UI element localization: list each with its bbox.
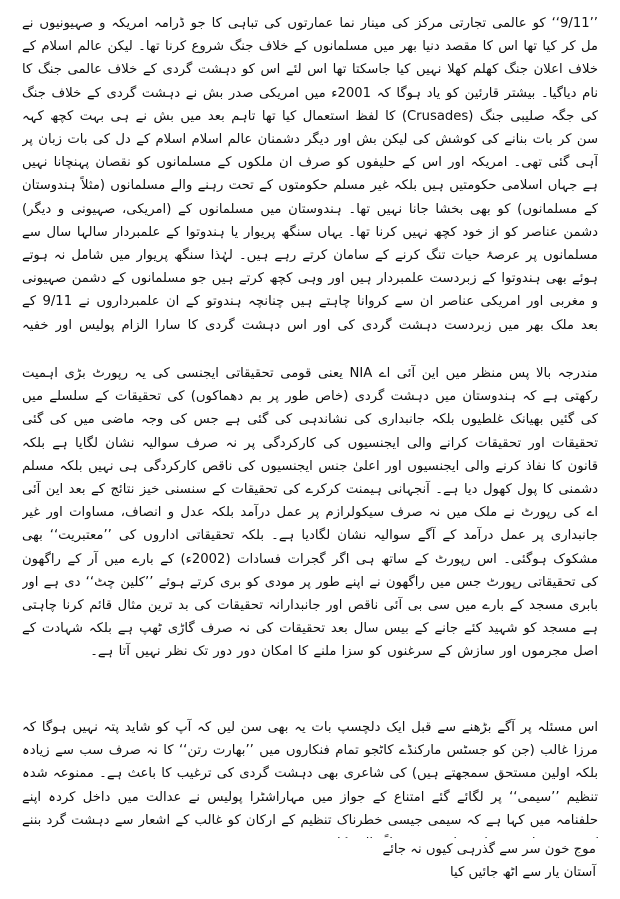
ghalib-verse: [22, 838, 598, 884]
verse-line-1: موج خون سر سے گذرہی کیوں نہ جائے: [382, 842, 596, 857]
article-paragraph-2: مندرجہ بالا پس منظر میں این آئی اے NIA یعنی قومی تحقیقاتی ایجنسی کی یہ رپورٹ بڑی اہمیت رکھتی ہے کہ ہندوستان میں دہشت گردی (خاص طور پر بم دھماکوں) کی تحقیقات کے سلسلے میں کی گئیں بھیانک غلطیوں بلکہ جانبداری کی نشاندہی کی گئی ہے جس کی وجہ ماضی میں کی گئی تحقیقات اور تحقیقات کرانے والی ایجنسیوں کی کارکردگی پر نہ صرف سوالیہ نشان لگایا ہے بلکہ قانون کا نفاذ کرنے والی ایجنسیوں اور اعلیٰ جنس ایجنسیوں کی ناقص کارکردگی ہی نہیں بلکہ مسلم دشمنی کا پول کھول دیا ہے۔ آنجہانی ہیمنت کرکرے کی تحقیقات کے سنسنی خیز نتائج کے بعد این آئی اے کی رپورٹ نے ملک میں نہ صرف سیکولرازم پر عمل درآمد بلکہ عدل و انصاف، مساوات اور غیر جانبداری پر عمل درآمد کے آگے سوالیہ نشان لگادیا ہے۔ بلکہ تحقیقاتی اداروں کی ’’معتبریت‘‘ بھی مشکوک ہوگئی۔ اس رپورٹ کے ساتھ ہی اگر گجرات فسادات (2002ء) کے بارے میں آر کے راگھون کی تحقیقاتی رپورٹ جس میں راگھون نے اپنے طور پر مودی کو بری کرتے ہوئے ’’کلین چٹ‘‘ دی ہے اور بابری مسجد کے بارے میں سی بی آئی ناقص اور جانبدارانہ تحقیقات کی بد ترین مثال قائم کرنا چاہتی ہے مسجد کو شہید کئے جانے کے بیس سال بعد تحقیقات کی نہ صرف گاڑی ٹھپ ہے بلکہ شہادت کے اصل مجرموں اور سازش کے سرغنوں کو سزا ملنے کا امکان دور دور تک نظر نہیں آتا ہے۔: [22, 366, 598, 660]
article-paragraph-3: اس مسئلہ پر آگے بڑھنے سے قبل ایک دلچسپ بات یہ بھی سن لیں کہ آپ کو شاید پتہ نہیں ہوگا کہ مرزا غالب (جن کو جسٹس مارکنڈے کاٹجو تمام فنکاروں میں ’’بھارت رتن‘‘ کا نہ صرف سب سے زیادہ بلکہ اولین مستحق سمجھتے ہیں) کی شاعری بھی دہشت گردی کی ترغیب کا باعث ہے۔ ممنوعہ شدہ تنظیم ’’سیمی‘‘ پر لگائے گئے امتناع کے جواز میں مہاراشٹرا پولیس نے عدالت میں داخل کردہ اپنے حلفنامہ میں کہا ہے کہ سیمی جیسی خطرناک تنظیم کے ارکان کو غالب کے اشعار سے دہشت گرد بننے: [22, 720, 598, 828]
verse-line-2: آستان یار سے اٹھ جائیں کیا: [450, 865, 596, 880]
article-paragraph-1: ’’9/11‘‘ کو عالمی تجارتی مرکز کی مینار نما عمارتوں کی تباہی کا جو ڈرامہ امریکہ و صہیونیوں نے مل کر کیا تھا اس کا مقصد دنیا بھر میں مسلمانوں کے خلاف جنگ شروع کرنا تھا۔ لیکن عالم اسلام کے خلاف اعلان جنگ کھلم کھلا نہیں کیا جاسکتا تھا اس لئے اس کو دہشت گردی کے خلاف عالمی جنگ کا نام دیاگیا۔ بیشتر قارئین کو یاد ہوگا کہ 2001ء میں امریکی صدر بش نے دہشت گردی کے خلاف جنگ کی جگہ صلیبی جنگ (Crusades) کا لفظ استعمال کیا تھا تاہم بعد میں بش نے ہی بہت کچھ کہہ سن کر بات بنانے کی کوشش کی لیکن بش اور دیگر دشمنان عالم اسلام اسلام کے دل کی بات زبان پر آہی گئی تھی۔ امریکہ اور اس کے حلیفوں کو صرف ان ملکوں کے مسلمانوں کو نقصان پہنچانا نہیں ہے جہاں اسلامی حکومتیں ہیں بلکہ غیر مسلم حکومتوں کے تحت رہنے والے مسلمانوں (مثلاً ہندوستان کے مسلمانوں) کو بھی بخشا جانا نہیں تھا۔ ہندوستان میں مسلمانوں کے (امریکی، صہیونی و دیگر) دشمن عناصر کو از خود کچھ نہیں کرنا تھا۔ یہاں سنگھ پریوار یا ہندوتوا کے علمبردار سالہا سال سے مسلمانوں پر عرصۂ حیات تنگ کرنے کے سامان کرتے رہے ہیں۔ لہٰذا سنگھ پریوار میں شامل نہ ہوتے ہوئے بھی ہندوتوا کے زبردست علمبردار ہیں اور وہی کچھ کرتے ہیں جو مسلمانوں کے دشمن صہیونی و مغربی اور امریکی عناصر ان سے کروانا چاہتے ہیں چنانچہ ہندوتو کے ان علمبرداروں نے 9/11 کے بعد ملک بھر میں زبردست دہشت گردی کی اور اس دہشت گردی کا سارا الزام پولیس اور خفیہ: [22, 16, 598, 332]
